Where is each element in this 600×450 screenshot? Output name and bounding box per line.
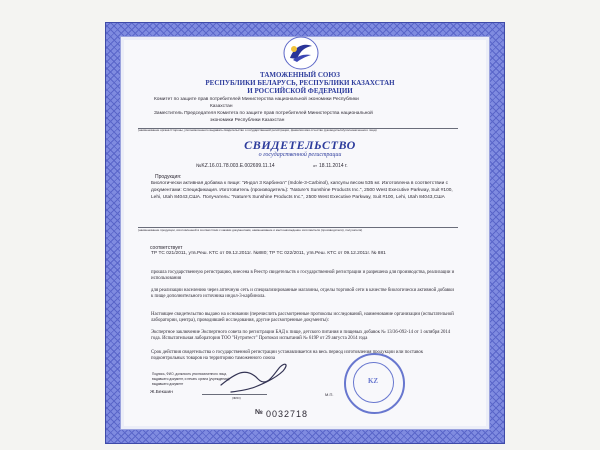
product-caption: (наименование продукции, изготовленной в соответствии с какими документами, наименование и местонахождение изготовителя (производителя), получателя) bbox=[138, 228, 363, 232]
org-name-2: РЕСПУБЛИКИ БЕЛАРУСЬ, РЕСПУБЛИКИ КАЗАХСТАН bbox=[205, 79, 395, 87]
signatory-name: Ж.Бекшин bbox=[150, 390, 173, 395]
certificate-date-label: от bbox=[313, 163, 317, 168]
compliance-text: ТР ТС 021/2011, утв.Реш. КТС от 09.12.2011г. №880; ТР ТС 022/2011, утв.Реш. КТС от 09.12.2011г. № 881 bbox=[151, 251, 386, 256]
body-paragraph-4: Экспертное заключение Экспертного совета по регистрации БАД к пище, детского питания и пищевых добавок № 13/36-092-14 от 1 октября 2014 года. Испытательная лаборатория ТОО "Нутритест" Протокол испытаний № 619Р от 29 августа 2014 года bbox=[151, 330, 451, 342]
body-paragraph-1: прошла государственную регистрацию, внесена в Реестр свидетельств о государственной регистрации и разрешена для производства, реализации и использования bbox=[151, 270, 455, 282]
compliance-heading: соответствует bbox=[150, 245, 183, 251]
certificate-number: №KZ.16.01.78.003.E.002699.11.14 bbox=[196, 163, 275, 169]
body-paragraph-5: Срок действия свидетельства о государственной регистрации устанавливается на весь период изготовления продукции или поставок подконтрольных товаров на территорию таможенного союза bbox=[151, 350, 424, 362]
signature bbox=[219, 357, 297, 395]
body-paragraph-2: для реализации населению через аптечную сеть и специализированные магазины, отделы торговой сети в качестве биологически активной добавки к пище дополнительного источника индол-3-карбинола. bbox=[151, 288, 454, 300]
product-description: Биологически активная добавка к пище: "Индол 3 Карбинол" (Indole-3-Carbinol), капсулы весом 535 мг. Изготовлена в соответствии с документами: Спецификация. Изготовитель (производитель): "Nature's Sunshine Products Inc.", 2500 West Executive Parkway, Suit #100, Lehi, Utah 84043,США. Получатель: "Nature's Sunshine Products Inc.", 2500 West Executive Parkway, Suit #100, Lehi, Utah 84043,США bbox=[151, 181, 453, 200]
issuer-line-2: Заместитель Председателя Комитета по защите прав потребителей Министерства национальной bbox=[154, 111, 373, 116]
document-sheet bbox=[120, 36, 490, 430]
issuer-line-1b: Казахстан bbox=[210, 104, 233, 109]
serial-number: 0032718 bbox=[266, 409, 309, 419]
body-paragraph-3: Настоящее свидетельство выдано на основании (перечислить рассмотренные протоколы исследований, наименование организации (испытательной лаборатории, центра), проводившей исследования, другие рассмотренные документы): bbox=[151, 312, 454, 324]
certificate-subtitle: о государственной регистрации bbox=[258, 152, 342, 158]
emblem-logo bbox=[283, 36, 319, 70]
stamp-mp-label: М.П. bbox=[325, 392, 334, 397]
org-name-3: И РОССИЙСКОЙ ФЕДЕРАЦИИ bbox=[247, 87, 353, 95]
certificate-title: СВИДЕТЕЛЬСТВО bbox=[244, 138, 356, 152]
signature-caption-2: выдавшего документ, и печать органа (учреждения), bbox=[152, 377, 230, 381]
product-label: Продукция: bbox=[155, 174, 182, 180]
signature-line bbox=[202, 394, 267, 395]
issuer-line-1: Комитет по защите прав потребителей Министерства национальной экономики Республики bbox=[154, 97, 359, 102]
stamp-code: KZ bbox=[367, 377, 379, 385]
certificate-date: 18.11.2014 г. bbox=[319, 163, 348, 169]
issuer-line-2b: экономики Республики Казахстан bbox=[210, 118, 285, 123]
serial-prefix: № bbox=[255, 409, 263, 416]
org-name-1: ТАМОЖЕННЫЙ СОЮЗ bbox=[260, 71, 340, 79]
header-caption: (наименование органа Стороны, уполномоченного выдавать свидетельство о государственной регистрации, фамилия имя отчество руководителя/уполномоченного лица) bbox=[138, 128, 377, 132]
signature-caption-3: выдавшего документ bbox=[152, 382, 184, 386]
signature-caption-1: Подпись, ФИО, должность уполномоченного лица, bbox=[152, 372, 227, 376]
signatory-fio: (ФИО) bbox=[232, 396, 241, 400]
